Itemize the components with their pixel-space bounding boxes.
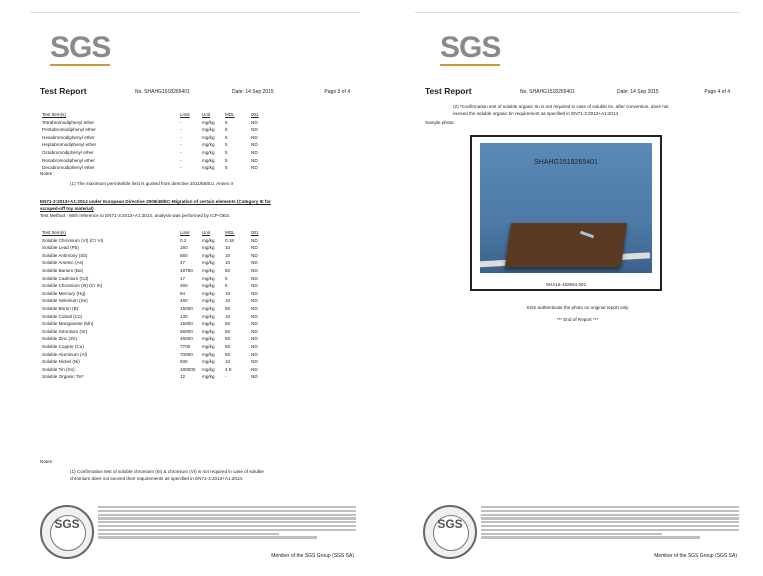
column-header: Test Item(s) bbox=[42, 112, 66, 117]
table-cell: ND bbox=[251, 343, 258, 349]
sample-photo-label: Sample photo: bbox=[425, 120, 455, 125]
table-cell: 15000 bbox=[180, 321, 193, 327]
table-cell: - bbox=[225, 374, 227, 380]
table-cell: ND bbox=[251, 142, 258, 148]
table-cell: Heptabromodiphenyl ether bbox=[42, 142, 97, 148]
table-cell: mg/kg bbox=[202, 336, 215, 342]
table-cell: 10 bbox=[225, 260, 231, 266]
table-cell: Decabromodiphenyl ether bbox=[42, 165, 95, 171]
table-cell: 12 bbox=[180, 374, 186, 380]
table-cell: mg/kg bbox=[202, 157, 215, 163]
table-cell: Nonabromodiphenyl ether bbox=[42, 157, 95, 163]
table-cell: - bbox=[180, 142, 182, 148]
table-cell: Soluble Zinc (Zn) bbox=[42, 336, 77, 342]
table-cell: 160 bbox=[180, 245, 188, 251]
table-cell: 94 bbox=[180, 290, 186, 296]
table-cell: mg/kg bbox=[202, 374, 215, 380]
table-cell: Hexabromodiphenyl ether bbox=[42, 134, 95, 140]
note-line: (2) *Confirmation test of soluble organic tin is not required in case of soluble tin, after conversion, does not bbox=[453, 104, 669, 109]
table-cell: 560 bbox=[180, 252, 188, 258]
table-cell: mg/kg bbox=[202, 134, 215, 140]
notes-label: Notes : bbox=[40, 459, 55, 464]
table-cell: 10 bbox=[225, 245, 231, 251]
table-cell: ND bbox=[251, 305, 258, 311]
note-line: exceed the soluble organic tin requirement as specified in EN71-3:2013+A1:2014 bbox=[453, 111, 619, 116]
table-cell: Soluble Lead (Pb) bbox=[42, 245, 79, 251]
table-cell: ND bbox=[251, 260, 258, 266]
report-number: No. SHAHG1518265401 bbox=[520, 89, 575, 95]
table-cell: mg/kg bbox=[202, 237, 215, 243]
table-cell: Soluble Organic Tin* bbox=[42, 374, 84, 380]
table-cell: 5 bbox=[225, 283, 228, 289]
sample-photo-frame bbox=[470, 135, 662, 291]
end-of-report: *** End of Report *** bbox=[556, 317, 599, 322]
table-cell: ND bbox=[251, 351, 258, 357]
table-cell: Soluble Cadmium (Cd) bbox=[42, 275, 89, 281]
table-cell: ND bbox=[251, 134, 258, 140]
table-cell: ND bbox=[251, 336, 258, 342]
table-cell: 10 bbox=[225, 313, 231, 319]
table-cell: 0.2 bbox=[180, 237, 187, 243]
table-cell: Soluble Barium (Ba) bbox=[42, 267, 84, 273]
table-cell: 70000 bbox=[180, 351, 193, 357]
table-cell: mg/kg bbox=[202, 343, 215, 349]
table-cell: 460 bbox=[180, 298, 188, 304]
table-cell: 50 bbox=[225, 351, 231, 357]
section-title: EN71-3:2013+A1:2014 under European Directive 2009/48/EC-Migration of certain elements (Category III for bbox=[40, 199, 271, 204]
member-text: Member of the SGS Group (SGS SA) bbox=[654, 553, 737, 559]
table-cell: ND bbox=[251, 321, 258, 327]
table-cell: 10 bbox=[225, 298, 231, 304]
report-number: No. SHAHG1518265401 bbox=[135, 89, 190, 95]
table-cell: mg/kg bbox=[202, 142, 215, 148]
report-footer bbox=[421, 501, 741, 561]
table-cell: mg/kg bbox=[202, 252, 215, 258]
table-cell: mg/kg bbox=[202, 290, 215, 296]
table-cell: 17 bbox=[180, 275, 186, 281]
table-cell: ND bbox=[251, 374, 258, 380]
table-cell: ND bbox=[251, 359, 258, 365]
table-cell: 56000 bbox=[180, 328, 193, 334]
table-cell: 5 bbox=[225, 165, 228, 171]
table-cell: ND bbox=[251, 149, 258, 155]
table-cell: Octabromodiphenyl ether bbox=[42, 149, 94, 155]
table-cell: 5 bbox=[225, 142, 228, 148]
sample-photo bbox=[480, 143, 652, 273]
report-date: Date: 14 Sep 2015 bbox=[232, 89, 274, 95]
table-cell: mg/kg bbox=[202, 283, 215, 289]
table-cell: Tetrabromodiphenyl ether bbox=[42, 119, 95, 125]
legal-fine-print bbox=[98, 506, 356, 544]
table-cell: 47 bbox=[180, 260, 186, 266]
table-cell: ND bbox=[251, 328, 258, 334]
column-header: MDL bbox=[225, 230, 235, 235]
column-header: 001 bbox=[251, 230, 259, 235]
report-page-4 bbox=[415, 12, 740, 568]
report-title: Test Report bbox=[40, 86, 87, 96]
sgs-seal-icon: SGS bbox=[423, 505, 477, 559]
table-cell: mg/kg bbox=[202, 351, 215, 357]
table-cell: mg/kg bbox=[202, 305, 215, 311]
table-cell: mg/kg bbox=[202, 359, 215, 365]
table-cell: mg/kg bbox=[202, 275, 215, 281]
report-title: Test Report bbox=[425, 86, 472, 96]
table-cell: 46000 bbox=[180, 336, 193, 342]
table-cell: mg/kg bbox=[202, 127, 215, 133]
table-cell: Soluble Manganese (Mn) bbox=[42, 321, 94, 327]
notes-label: Notes : bbox=[40, 171, 55, 176]
column-header: 001 bbox=[251, 112, 259, 117]
report-header bbox=[40, 86, 350, 98]
table-cell: Soluble Copper (Cu) bbox=[42, 343, 84, 349]
section-title-cont: scraped-off toy material) bbox=[40, 206, 94, 211]
authenticate-note: SGS authenticate the photo on original report only bbox=[526, 305, 629, 310]
table-cell: 50 bbox=[225, 267, 231, 273]
table-cell: mg/kg bbox=[202, 149, 215, 155]
logo-underline bbox=[50, 64, 110, 66]
table-cell: 460 bbox=[180, 283, 188, 289]
table-cell: 50 bbox=[225, 343, 231, 349]
report-date: Date: 14 Sep 2015 bbox=[617, 89, 659, 95]
notes-text: (1) The maximum permissible limit is quoted from directive 2011/65/EU, Annex II bbox=[70, 181, 233, 186]
column-header: MDL bbox=[225, 112, 235, 117]
table-cell: ND bbox=[251, 313, 258, 319]
table-cell: Soluble Boron (B) bbox=[42, 305, 79, 311]
table-cell: ND bbox=[251, 119, 258, 125]
photo-sample-label: SHAHG1518265401 bbox=[534, 159, 598, 166]
column-header: Unit bbox=[202, 112, 211, 117]
table-cell: 5 bbox=[225, 127, 228, 133]
report-header bbox=[425, 86, 730, 98]
table-cell: 930 bbox=[180, 359, 188, 365]
table-cell: ND bbox=[251, 298, 258, 304]
page-number: Page 3 of 4 bbox=[324, 89, 350, 95]
table-cell: mg/kg bbox=[202, 298, 215, 304]
column-header: Test Item(s) bbox=[42, 230, 66, 235]
table-cell: Soluble Chromium (VI) (Cr VI) bbox=[42, 237, 104, 243]
table-cell: Soluble Cobalt (Co) bbox=[42, 313, 83, 319]
table-cell: ND bbox=[251, 283, 258, 289]
table-cell: - bbox=[180, 119, 182, 125]
table-cell: Soluble Tin (Sn) bbox=[42, 366, 75, 372]
table-cell: 5 bbox=[225, 119, 228, 125]
table-cell: - bbox=[180, 149, 182, 155]
table-cell: 18750 bbox=[180, 267, 193, 273]
table-cell: 7700 bbox=[180, 343, 191, 349]
report-page-3 bbox=[30, 12, 360, 568]
table-cell: 5 bbox=[225, 134, 228, 140]
sgs-seal-icon: SGS bbox=[40, 505, 94, 559]
table-cell: Soluble Mercury (Hg) bbox=[42, 290, 86, 296]
table-cell: mg/kg bbox=[202, 313, 215, 319]
table-cell: Soluble Chromium (III) (Cr III) bbox=[42, 283, 103, 289]
sgs-logo: SGS bbox=[440, 31, 501, 64]
table-cell: Soluble Aluminum (Al) bbox=[42, 351, 88, 357]
table-cell: mg/kg bbox=[202, 245, 215, 251]
table-cell: Soluble Strontium (Sr) bbox=[42, 328, 88, 334]
table-cell: mg/kg bbox=[202, 321, 215, 327]
logo-underline bbox=[440, 64, 500, 66]
table-cell: ND bbox=[251, 290, 258, 296]
table-cell: 5 bbox=[225, 149, 228, 155]
table-cell: Soluble Antimony (Sb) bbox=[42, 252, 88, 258]
table-cell: ND bbox=[251, 237, 258, 243]
column-header: Limit bbox=[180, 230, 190, 235]
table-cell: Soluble Arsenic (As) bbox=[42, 260, 84, 266]
table-cell: - bbox=[180, 127, 182, 133]
table-cell: mg/kg bbox=[202, 267, 215, 273]
sgs-logo: SGS bbox=[50, 31, 111, 64]
test-method: Test Method : With reference to EN71-3:2013+A1:2014, analysis was performed by ICP-OES. bbox=[40, 213, 231, 218]
table-cell: ND bbox=[251, 267, 258, 273]
notes-line: (1) Confirmation test of soluble chromium (III) & chromium (VI) is not required in case of soluble bbox=[70, 469, 264, 474]
table-cell: 10 bbox=[225, 252, 231, 258]
table-cell: ND bbox=[251, 366, 258, 372]
table-cell: 10 bbox=[225, 290, 231, 296]
page-number: Page 4 of 4 bbox=[704, 89, 730, 95]
column-header: Limit bbox=[180, 112, 190, 117]
table-cell: 0.18 bbox=[225, 237, 234, 243]
report-footer bbox=[38, 501, 358, 561]
table-cell: 5 bbox=[225, 157, 228, 163]
table-cell: 50 bbox=[225, 336, 231, 342]
table-cell: Soluble Nickel (Ni) bbox=[42, 359, 80, 365]
table-cell: 50 bbox=[225, 328, 231, 334]
table-cell: mg/kg bbox=[202, 328, 215, 334]
table-cell: mg/kg bbox=[202, 119, 215, 125]
table-cell: 50 bbox=[225, 305, 231, 311]
table-cell: 130 bbox=[180, 313, 188, 319]
column-header: Unit bbox=[202, 230, 211, 235]
table-cell: ND bbox=[251, 245, 258, 251]
table-cell: 10 bbox=[225, 359, 231, 365]
legal-fine-print bbox=[481, 506, 739, 544]
table-cell: mg/kg bbox=[202, 366, 215, 372]
table-cell: 180000 bbox=[180, 366, 196, 372]
sample-board bbox=[505, 223, 627, 267]
table-cell: 5 bbox=[225, 275, 228, 281]
table-cell: mg/kg bbox=[202, 165, 215, 171]
table-cell: ND bbox=[251, 165, 258, 171]
table-cell: Pentabromodiphenyl ether bbox=[42, 127, 96, 133]
table-cell: - bbox=[180, 165, 182, 171]
member-text: Member of the SGS Group (SGS SA) bbox=[271, 553, 354, 559]
notes-line: chromium does not exceed their requirements as specified in EN71-3:2013+A1:2014. bbox=[70, 476, 244, 481]
table-cell: 15000 bbox=[180, 305, 193, 311]
table-cell: mg/kg bbox=[202, 260, 215, 266]
photo-caption: SHA15-182654.001 bbox=[545, 282, 587, 287]
table-cell: - bbox=[180, 134, 182, 140]
table-cell: ND bbox=[251, 252, 258, 258]
table-cell: Soluble Selenium (Se) bbox=[42, 298, 88, 304]
table-cell: ND bbox=[251, 127, 258, 133]
table-cell: 50 bbox=[225, 321, 231, 327]
table-cell: - bbox=[180, 157, 182, 163]
table-cell: ND bbox=[251, 275, 258, 281]
table-cell: 4.9 bbox=[225, 366, 232, 372]
table-cell: ND bbox=[251, 157, 258, 163]
